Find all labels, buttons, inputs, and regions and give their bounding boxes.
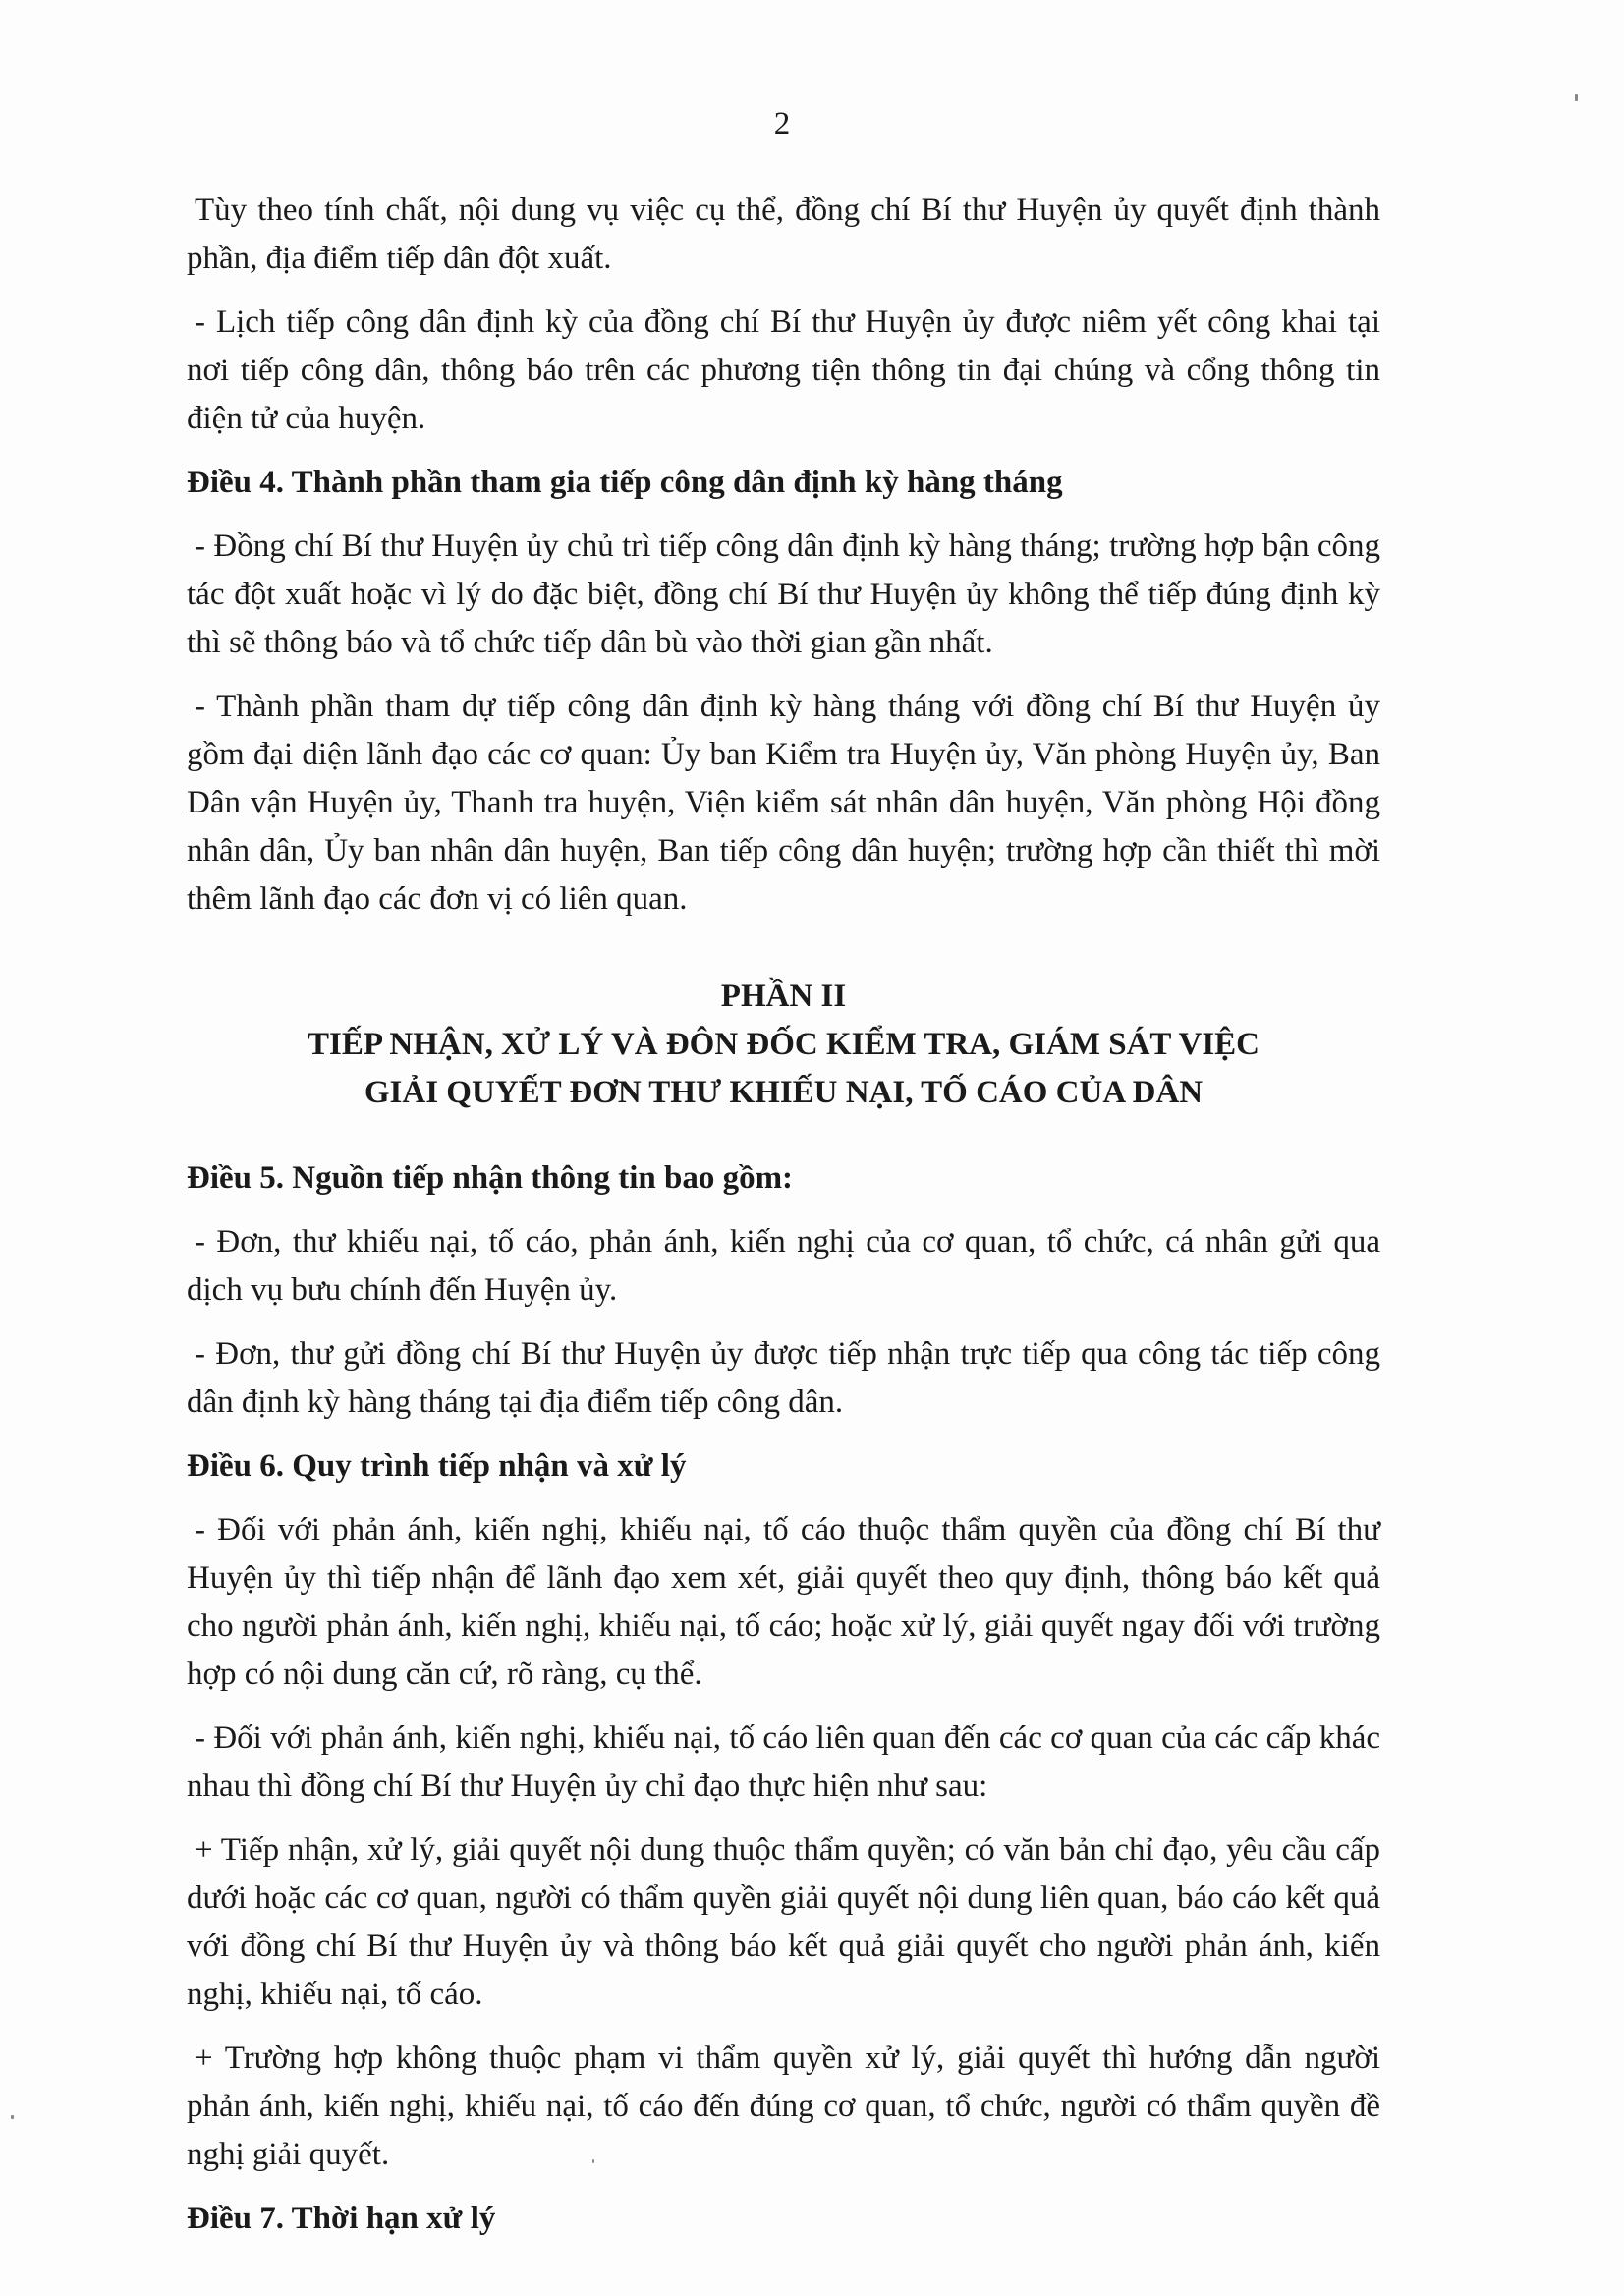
paragraph: - Đồng chí Bí thư Huyện ủy chủ trì tiếp công dân định kỳ hàng tháng; trường hợp bận công tác đột xuất hoặc vì lý do đặc biệt, đồng chí Bí thư Huyện ủy không thể tiếp đúng định kỳ thì sẽ thông báo và tổ chức tiếp dân bù vào thời gian gần nhất.	[187, 529, 1380, 660]
paragraph: + Tiếp nhận, xử lý, giải quyết nội dung thuộc thẩm quyền; có văn bản chỉ đạo, yêu cầu cấp dưới hoặc các cơ quan, người có thẩm quyền giải quyết nội dung liên quan, báo cáo kết quả với đồng chí Bí thư Huyện ủy và thông báo kết quả giải quyết cho người phản ánh, kiến nghị, khiếu nại, tố cáo.	[187, 1832, 1380, 2012]
article-heading: Điều 6. Quy trình tiếp nhận và xử lý	[187, 1448, 687, 1484]
paragraph: - Đơn, thư gửi đồng chí Bí thư Huyện ủy được tiếp nhận trực tiếp qua công tác tiếp công dân định kỳ hàng tháng tại địa điểm tiếp công dân.	[187, 1336, 1380, 1420]
paragraph: - Lịch tiếp công dân định kỳ của đồng chí Bí thư Huyện ủy được niêm yết công khai tại nơi tiếp công dân, thông báo trên các phương tiện thông tin đại chúng và cổng thông tin điện tử của huyện.	[187, 305, 1380, 436]
article-heading: Điều 7. Thời hạn xử lý	[187, 2201, 496, 2236]
scan-speck	[1575, 94, 1578, 101]
scan-speck	[592, 2159, 594, 2163]
document-body	[187, 187, 1380, 2259]
article-heading: Điều 5. Nguồn tiếp nhận thông tin bao gồm:	[187, 1160, 794, 1196]
paragraph: - Thành phần tham dự tiếp công dân định kỳ hàng tháng với đồng chí Bí thư Huyện ủy gồm đại diện lãnh đạo các cơ quan: Ủy ban Kiểm tra Huyện ủy, Văn phòng Huyện ủy, Ban Dân vận Huyện ủy, Thanh tra huyện, Viện kiểm sát nhân dân huyện, Văn phòng Hội đồng nhân dân, Ủy ban nhân dân huyện, Ban tiếp công dân huyện; trường hợp cần thiết thì mời thêm lãnh đạo các đơn vị có liên quan.	[187, 689, 1380, 917]
paragraph: Tùy theo tính chất, nội dung vụ việc cụ thể, đồng chí Bí thư Huyện ủy quyết định thành phần, địa điểm tiếp dân đột xuất.	[187, 193, 1380, 276]
paragraph: - Đơn, thư khiếu nại, tố cáo, phản ánh, kiến nghị của cơ quan, tổ chức, cá nhân gửi qua dịch vụ bưu chính đến Huyện ủy.	[187, 1224, 1380, 1308]
article-heading: Điều 4. Thành phần tham gia tiếp công dân định kỳ hàng tháng	[187, 465, 1063, 500]
section-title: PHẦN II	[720, 979, 847, 1014]
section-heading	[187, 973, 1380, 1117]
paragraph: + Trường hợp không thuộc phạm vi thẩm quyền xử lý, giải quyết thì hướng dẫn người phản ánh, kiến nghị, khiếu nại, tố cáo đến đúng cơ quan, tổ chức, người có thẩm quyền đề nghị giải quyết.	[187, 2041, 1380, 2172]
paragraph: - Đối với phản ánh, kiến nghị, khiếu nại, tố cáo liên quan đến các cơ quan của các cấp khác nhau thì đồng chí Bí thư Huyện ủy chỉ đạo thực hiện như sau:	[187, 1720, 1380, 1804]
scan-speck	[11, 2115, 14, 2119]
page-number: 2	[773, 106, 791, 141]
section-subtitle-line-2: GIẢI QUYẾT ĐƠN THƯ KHIẾU NẠI, TỐ CÁO CỦA DÂN	[364, 1075, 1204, 1110]
paragraph: - Đối với phản ánh, kiến nghị, khiếu nại, tố cáo thuộc thẩm quyền của đồng chí Bí thư Huyện ủy thì tiếp nhận để lãnh đạo xem xét, giải quyết theo quy định, thông báo kết quả cho người phản ánh, kiến nghị, khiếu nại, tố cáo; hoặc xử lý, giải quyết ngay đối với trường hợp có nội dung căn cứ, rõ ràng, cụ thể.	[187, 1512, 1380, 1692]
section-subtitle-line-1: TIẾP NHẬN, XỬ LÝ VÀ ĐÔN ĐỐC KIỂM TRA, GIÁM SÁT VIỆC	[307, 1027, 1260, 1062]
